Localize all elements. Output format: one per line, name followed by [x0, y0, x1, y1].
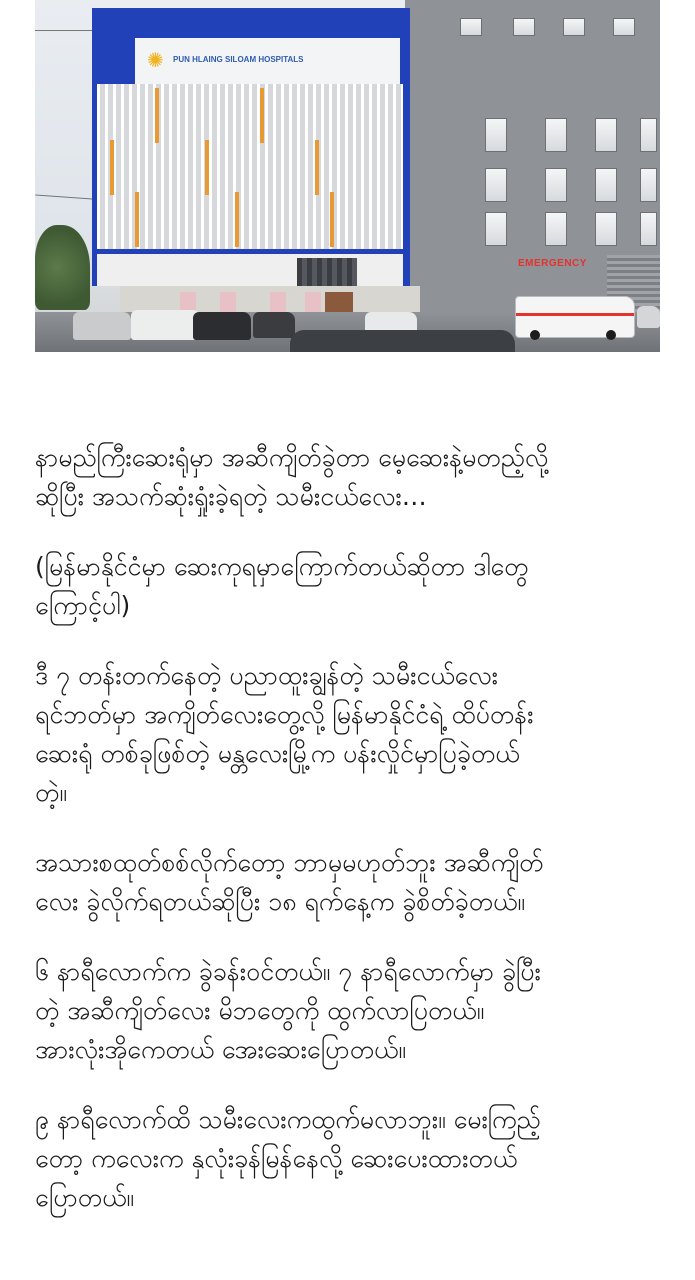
sun-logo-icon: ✺: [147, 48, 164, 72]
article-body: [35, 438, 660, 1248]
facade-lattice: [97, 84, 403, 252]
article-paragraph: နာမည်ကြီးဆေးရုံမှာ အဆီကျိတ်ခွဲတာ မေ့ဆေးနဲ့မတည့်လို့ ဆိုပြီး အသက်ဆုံးရှုံးခဲ့ရတဲ့ သမီးငယ်လေး…: [35, 443, 549, 511]
facade-ground-floor: [97, 250, 403, 286]
car: [73, 312, 131, 340]
car: [637, 306, 660, 328]
car: [290, 330, 515, 352]
ambulance: [515, 296, 635, 338]
photo-tree: [35, 225, 90, 310]
article-paragraph: ဒီ ၇ တန်းတက်နေတဲ့ ပညာထူးချွန်တဲ့ သမီးငယ်လေး ရင်ဘတ်မှာ အကျိတ်လေးတွေ့လို့ မြန်မာနိုင်ငံရဲ့ ထိပ်တန်း ဆေးရုံ တစ်ခုဖြစ်တဲ့ မန္တလေးမြို့က ပန်းလှိုင်မှာပြခဲ့တယ် တဲ့။: [35, 661, 534, 807]
article-paragraph: ၆ နာရီလောက်က ခွဲခန်းဝင်တယ်။ ၇ နာရီလောက်မှာ ခွဲပြီး တဲ့ အဆီကျိတ်လေး မိဘတွေကို ထွက်လာပြတယ်။ အားလုံးအိုကေတယ် အေးဆေးပြောတယ်။: [35, 957, 541, 1064]
article-paragraph: အသားစထုတ်စစ်လိုက်တော့ ဘာမှမဟုတ်ဘူး အဆီကျိတ် လေး ခွဲလိုက်ရတယ်ဆိုပြီး ၁၈ ရက်နေ့က ခွဲစိတ်ခဲ့တယ်။: [35, 848, 544, 916]
emergency-sign: EMERGENCY: [518, 258, 587, 269]
article-paragraph: (မြန်မာနိုင်ငံမှာ ဆေးကုရမှာကြောက်တယ်ဆိုတာ ဒါတွေ ကြောင့်ပါ): [35, 552, 529, 620]
article-paragraph: ၉ နာရီလောက်ထိ သမီးလေးကထွက်မလာဘူး။ မေးကြည့် တော့ ကလေးက နှလုံးခုန်မြန်နေလို့ ဆေးပေးထားတယ် ပြောတယ်။: [35, 1105, 541, 1212]
car: [253, 312, 295, 338]
car: [193, 312, 251, 340]
car: [131, 310, 201, 340]
hospital-photo: [35, 0, 660, 352]
hospital-logo-text: PUN HLAING SILOAM HOSPITALS: [173, 55, 304, 64]
